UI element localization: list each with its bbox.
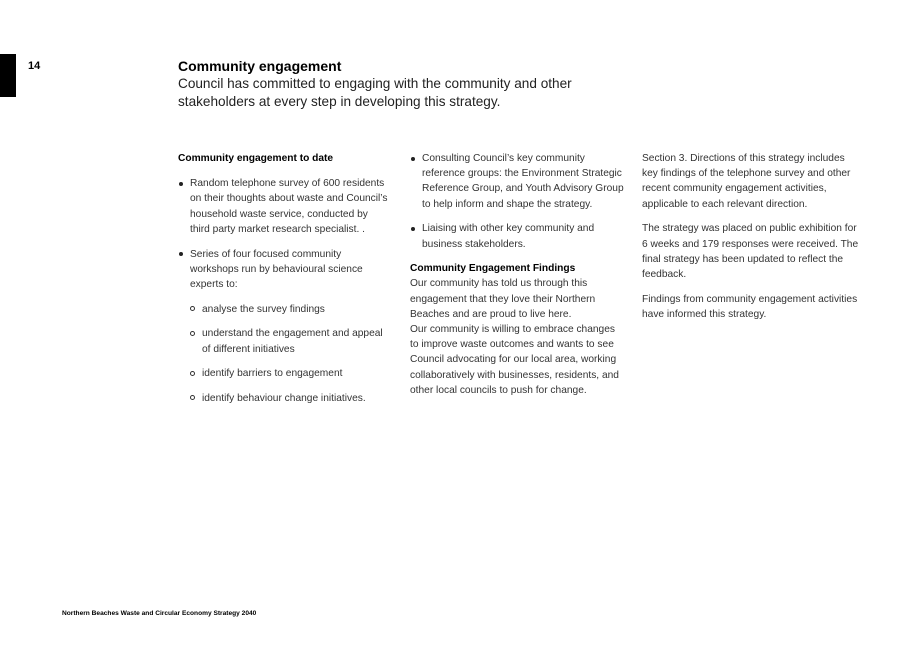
body-paragraph: The strategy was placed on public exhibition for 6 weeks and 179 responses were received. The final strategy has been updated to reflect the feedback. — [642, 223, 859, 280]
column-engagement-to-date — [178, 151, 388, 416]
sub-list-item: identify barriers to engagement — [190, 366, 388, 381]
list-item-text: Series of four focused community workshops run by behavioural science experts to: — [190, 248, 363, 290]
page-number: 14 — [28, 60, 41, 72]
consultation-list — [410, 151, 624, 252]
findings-heading: Community Engagement Findings — [410, 263, 576, 275]
body-paragraph: Section 3. Directions of this strategy includes key findings of the telephone survey and other recent community engagement activities, applicable to each relevant direction. — [642, 153, 851, 210]
sub-list-item: understand the engagement and appeal of different initiatives — [190, 326, 388, 356]
list-item — [178, 176, 388, 237]
column-consultation-findings — [410, 151, 624, 398]
section-intro: Council has committed to engaging with the community and other stakeholders at every step in developing this strategy. — [178, 76, 572, 109]
findings-paragraph: Our community has told us through this engagement that they love their Northern Beaches and are proud to live here. — [410, 278, 596, 320]
sub-list-item: identify behaviour change initiatives. — [190, 391, 388, 406]
column-strategy-notes — [642, 151, 860, 332]
document-footer: Northern Beaches Waste and Circular Economy Strategy 2040 — [62, 610, 257, 617]
list-item: Liaising with other key community and business stakeholders. — [410, 221, 624, 251]
page-tab-marker — [0, 54, 16, 97]
section-header — [178, 57, 598, 111]
section-title: Community engagement — [178, 58, 342, 74]
body-paragraph: Findings from community engagement activities have informed this strategy. — [642, 293, 858, 320]
sub-list-item: analyse the survey findings — [190, 302, 388, 317]
list-item: Consulting Council’s key community reference groups: the Environment Strategic Reference Group, and Youth Advisory Group to help inform and shape the strategy. — [410, 151, 624, 212]
engagement-to-date-heading: Community engagement to date — [178, 153, 334, 164]
list-item-text: Random telephone survey of 600 residents on their thoughts about waste and Council’s household waste service, conducted by third party market research specialist. . — [190, 178, 388, 235]
workshop-sub-list — [190, 302, 388, 407]
engagement-list — [178, 176, 388, 406]
list-item — [178, 247, 388, 407]
findings-paragraph: Our community is willing to embrace changes to improve waste outcomes and wants to see Council advocating for our local area, working collaboratively with businesses, residents, and other local councils to push for change. — [410, 324, 619, 396]
